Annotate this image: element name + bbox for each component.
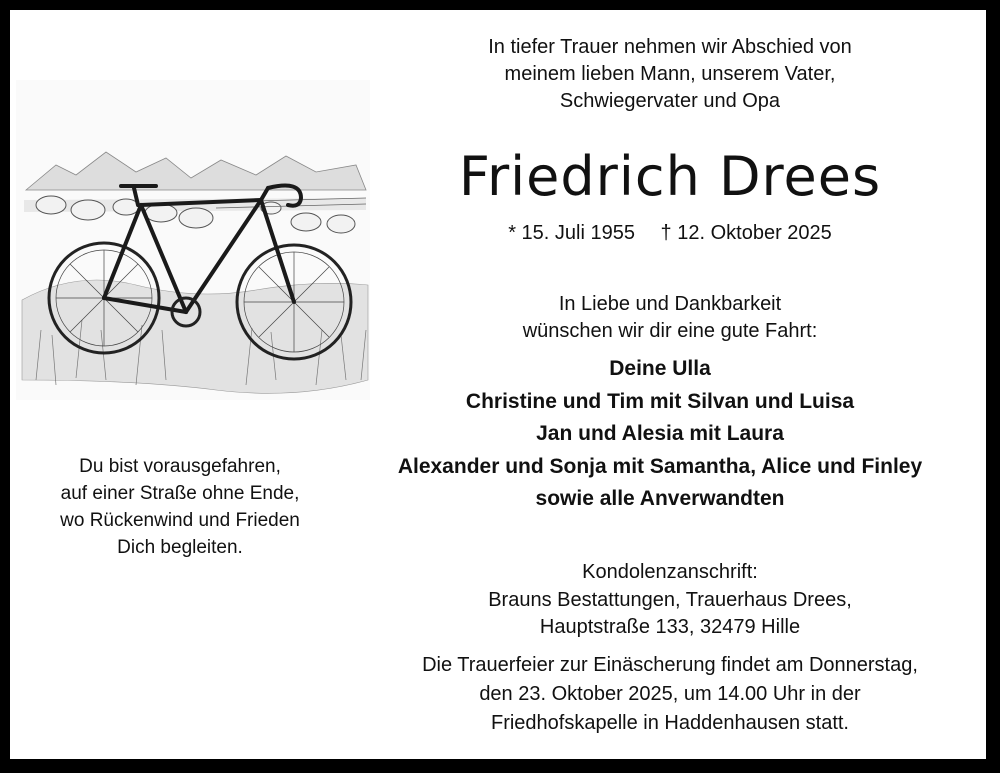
mourner-line: Christine und Tim mit Silvan und Luisa — [465, 389, 855, 413]
funeral-line: Friedhofskapelle in Haddenhausen statt. — [490, 712, 849, 734]
farewell-text — [400, 291, 940, 345]
funeral-line: Die Trauerfeier zur Einäscherung findet am Donnerstag, — [422, 654, 918, 676]
farewell-line: wünschen wir dir eine gute Fahrt: — [522, 320, 818, 342]
poem-text — [30, 453, 330, 561]
mourner-line: sowie alle Anverwandten — [535, 487, 785, 510]
poem-line: wo Rückenwind und Frieden — [60, 510, 300, 531]
intro-line: Schwiegervater und Opa — [559, 90, 781, 112]
intro-line: In tiefer Trauer nehmen wir Abschied von — [488, 36, 852, 58]
condolence-line: Hauptstraße 133, 32479 Hille — [539, 616, 801, 638]
poem-line: Dich begleiten. — [117, 537, 243, 558]
poem-line: auf einer Straße ohne Ende, — [60, 483, 300, 504]
mourner-line: Deine Ulla — [609, 357, 711, 380]
condolence-line: Kondolenzanschrift: — [582, 561, 758, 583]
intro-line: meinem lieben Mann, unserem Vater, — [504, 63, 836, 85]
funeral-line: den 23. Oktober 2025, um 14.00 Uhr in der — [479, 683, 861, 705]
funeral-info — [370, 651, 970, 738]
mourner-line: Jan und Alesia mit Laura — [536, 422, 784, 445]
intro-text — [400, 34, 940, 115]
obituary-notice — [10, 10, 986, 759]
mourners-list — [340, 353, 980, 516]
poem-line: Du bist vorausgefahren, — [79, 456, 281, 477]
farewell-line: In Liebe und Dankbarkeit — [558, 293, 782, 315]
deceased-name: Friedrich Drees — [458, 145, 882, 208]
condolence-address — [400, 559, 940, 642]
life-dates — [410, 220, 930, 246]
condolence-line: Brauns Bestattungen, Trauerhaus Drees, — [488, 588, 852, 611]
mourner-line: Alexander und Sonja mit Samantha, Alice und Finley — [397, 454, 923, 478]
bicycle-sheep-illustration — [16, 80, 370, 400]
birth-date: * 15. Juli 1955 — [508, 222, 635, 244]
death-date: † 12. Oktober 2025 — [660, 222, 832, 244]
